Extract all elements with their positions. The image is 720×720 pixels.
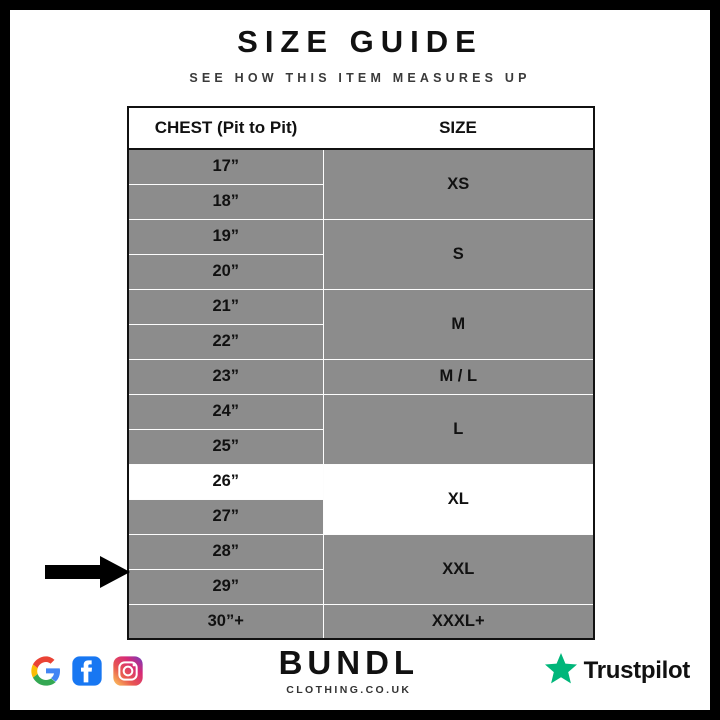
instagram-icon[interactable] [112, 655, 144, 687]
column-header-chest: CHEST (Pit to Pit) [128, 107, 323, 149]
page-title: SIZE GUIDE [237, 24, 483, 59]
size-cell: L [323, 394, 594, 464]
brand-logo [279, 646, 419, 696]
brand-name: BUNDL [278, 644, 420, 681]
chest-cell: 18” [128, 184, 323, 219]
size-cell: M / L [323, 359, 594, 394]
table-row [128, 149, 594, 184]
page-subtitle: SEE HOW THIS ITEM MEASURES UP [189, 71, 531, 85]
size-cell: M [323, 289, 594, 359]
table-row [128, 604, 594, 639]
size-cell-selected: XL [323, 464, 594, 534]
chest-cell: 27” [128, 499, 323, 534]
chest-cell: 17” [128, 149, 323, 184]
chest-cell: 28” [128, 534, 323, 569]
chest-cell: 20” [128, 254, 323, 289]
facebook-icon[interactable] [71, 655, 103, 687]
footer [10, 646, 710, 696]
table-row [128, 534, 594, 569]
chest-cell: 23” [128, 359, 323, 394]
trustpilot-star-icon [544, 652, 578, 690]
table-row [128, 394, 594, 429]
size-cell: S [323, 219, 594, 289]
social-links [30, 655, 144, 687]
chest-cell: 21” [128, 289, 323, 324]
chest-cell: 19” [128, 219, 323, 254]
table-row [128, 219, 594, 254]
chest-cell: 30”+ [128, 604, 323, 639]
chest-cell: 25” [128, 429, 323, 464]
chest-cell: 24” [128, 394, 323, 429]
brand-domain: CLOTHING.CO.UK [286, 684, 412, 696]
table-row [128, 289, 594, 324]
chest-cell: 29” [128, 569, 323, 604]
table-header-row [128, 107, 594, 149]
size-cell: XXXL+ [323, 604, 594, 639]
highlight-arrow-icon [45, 555, 131, 589]
table-row-selected [128, 464, 594, 499]
trustpilot-logo[interactable] [544, 652, 690, 690]
size-table [127, 106, 595, 640]
size-cell: XXL [323, 534, 594, 604]
trustpilot-label: Trustpilot [583, 657, 690, 684]
table-row [128, 359, 594, 394]
chest-cell-selected: 26” [128, 464, 323, 499]
size-cell: XS [323, 149, 594, 219]
size-table-wrapper [127, 106, 593, 640]
column-header-size: SIZE [323, 107, 594, 149]
chest-cell: 22” [128, 324, 323, 359]
google-icon[interactable] [30, 655, 62, 687]
size-guide-card [10, 10, 710, 710]
